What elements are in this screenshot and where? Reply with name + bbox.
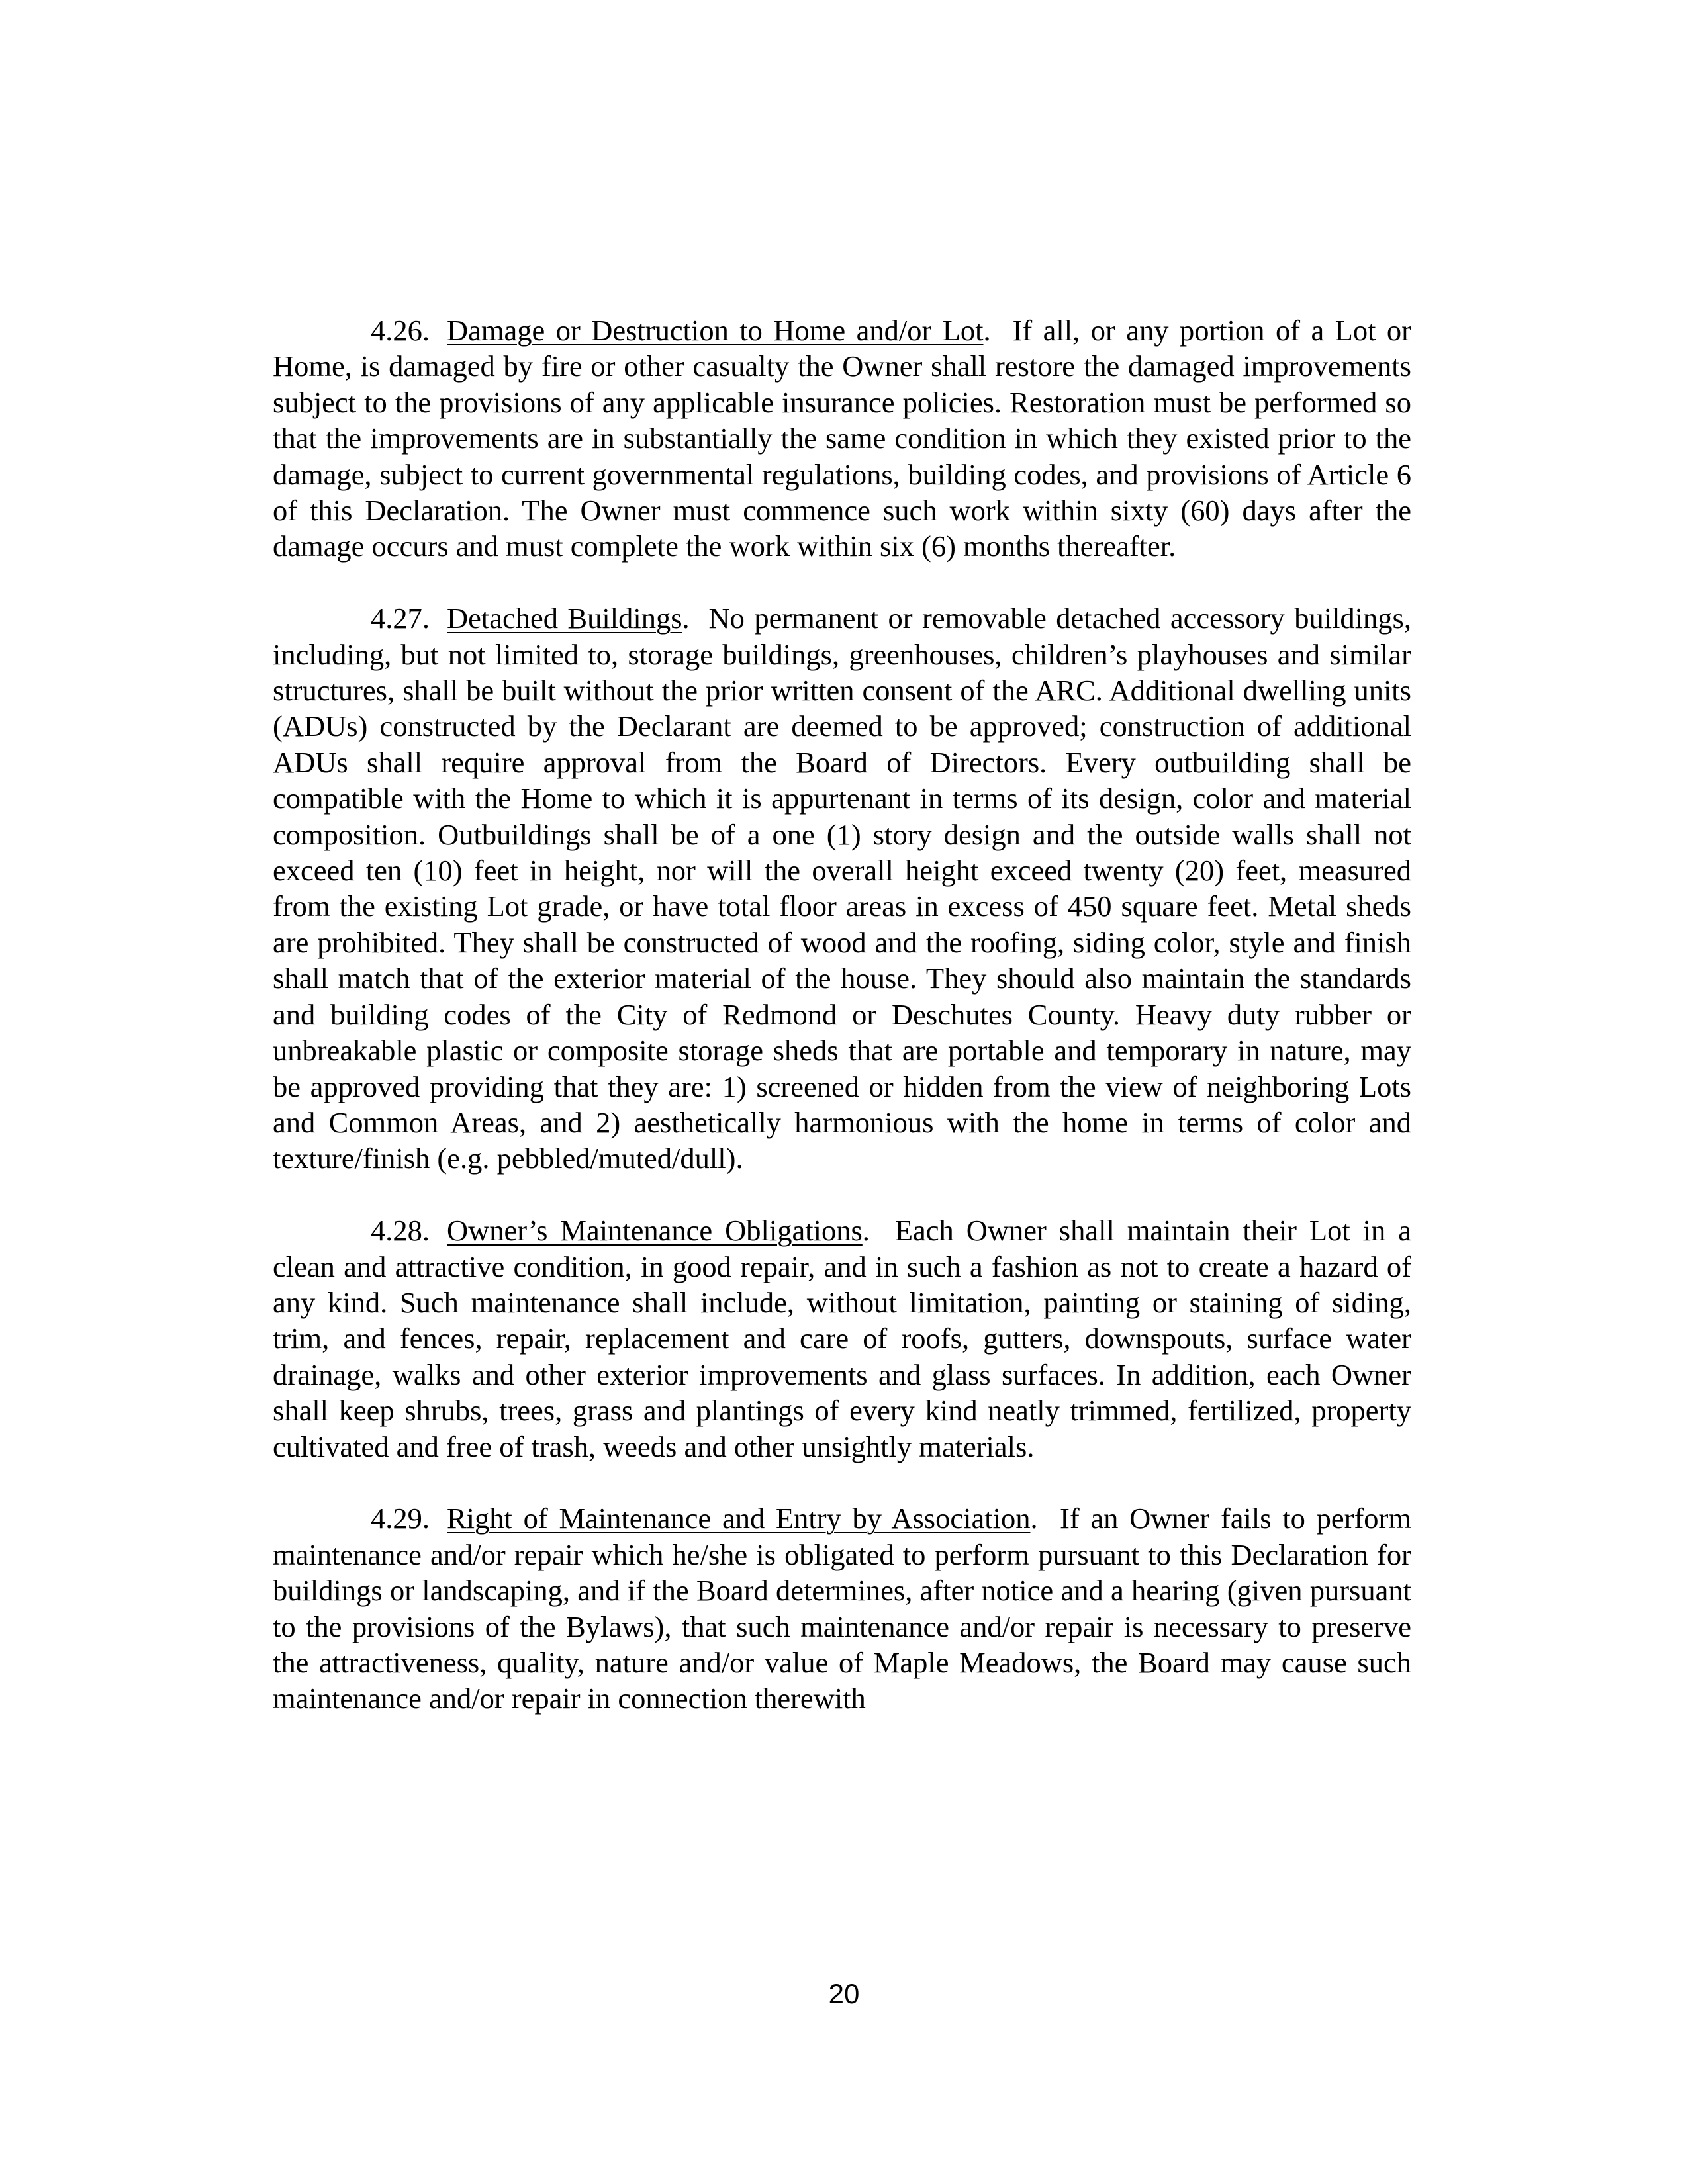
- section-number: 4.26.: [371, 314, 430, 347]
- heading-suffix: .: [862, 1214, 870, 1248]
- section-heading: Detached Buildings: [447, 602, 682, 635]
- section-number: 4.28.: [371, 1214, 430, 1248]
- page-number: 20: [828, 1978, 860, 2009]
- section-number: 4.27.: [371, 602, 430, 635]
- section-heading: Right of Maintenance and Entry by Association: [447, 1502, 1031, 1535]
- section-heading: Damage or Destruction to Home and/or Lot: [447, 314, 984, 347]
- document-body: [273, 312, 1411, 1717]
- section-heading: Owner’s Maintenance Obligations: [447, 1214, 863, 1248]
- section-4-28: [273, 1212, 1411, 1465]
- section-body: If an Owner fails to perform maintenance and/or repair which he/she is obligated to perform pursuant to this Declaration for buildings or landscaping, and if the Board determines, after notice and a hearing (given pursuant to the provisions of the Bylaws), that such maintenance and/or repair is necessary to preserve the attractiveness, quality, nature and/or value of Maple Meadows, the Board may cause such maintenance and/or repair in connection therewith: [273, 1502, 1411, 1715]
- heading-suffix: .: [682, 602, 690, 635]
- section-4-27: [273, 600, 1411, 1177]
- section-body: If all, or any portion of a Lot or Home, is damaged by fire or other casualty the Owner shall restore the damaged improvements subject to the provisions of any applicable insurance policies. Restoration must be performed so that the improvements are in substantially the same condition in which they existed prior to the damage, subject to current governmental regulations, building codes, and provisions of Article 6 of this Declaration. The Owner must commence such work within sixty (60) days after the damage occurs and must complete the work within six (6) months thereafter.: [273, 314, 1411, 563]
- heading-suffix: .: [983, 314, 991, 347]
- heading-suffix: .: [1030, 1502, 1038, 1535]
- section-4-29: [273, 1500, 1411, 1716]
- section-body: No permanent or removable detached accessory buildings, including, but not limited to, storage buildings, greenhouses, children’s playhouses and similar structures, shall be built without the prior written consent of the ARC. Additional dwelling units (ADUs) constructed by the Declarant are deemed to be approved; construction of additional ADUs shall require approval from the Board of Directors. Every outbuilding shall be compatible with the Home to which it is appurtenant in terms of its design, color and material composition. Outbuildings shall be of a one (1) story design and the outside walls shall not exceed ten (10) feet in height, nor will the overall height exceed twenty (20) feet, measured from the existing Lot grade, or have total floor areas in excess of 450 square feet. Metal sheds are prohibited. They shall be constructed of wood and the roofing, siding color, style and finish shall match that of the exterior material of the house. They should also maintain the standards and building codes of the City of Redmond or Deschutes County. Heavy duty rubber or unbreakable plastic or composite storage sheds that are portable and temporary in nature, may be approved providing that they are: 1) screened or hidden from the view of neighboring Lots and Common Areas, and 2) aesthetically harmonious with the home in terms of color and texture/finish (e.g. pebbled/muted/dull).: [273, 602, 1411, 1175]
- section-number: 4.29.: [371, 1502, 430, 1535]
- section-body: Each Owner shall maintain their Lot in a clean and attractive condition, in good repair, and in such a fashion as not to create a hazard of any kind. Such maintenance shall include, without limitation, painting or staining of siding, trim, and fences, repair, replacement and care of roofs, gutters, downspouts, surface water drainage, walks and other exterior improvements and glass surfaces. In addition, each Owner shall keep shrubs, trees, grass and plantings of every kind neatly trimmed, fertilized, property cultivated and free of trash, weeds and other unsightly materials.: [273, 1214, 1411, 1463]
- section-4-26: [273, 312, 1411, 565]
